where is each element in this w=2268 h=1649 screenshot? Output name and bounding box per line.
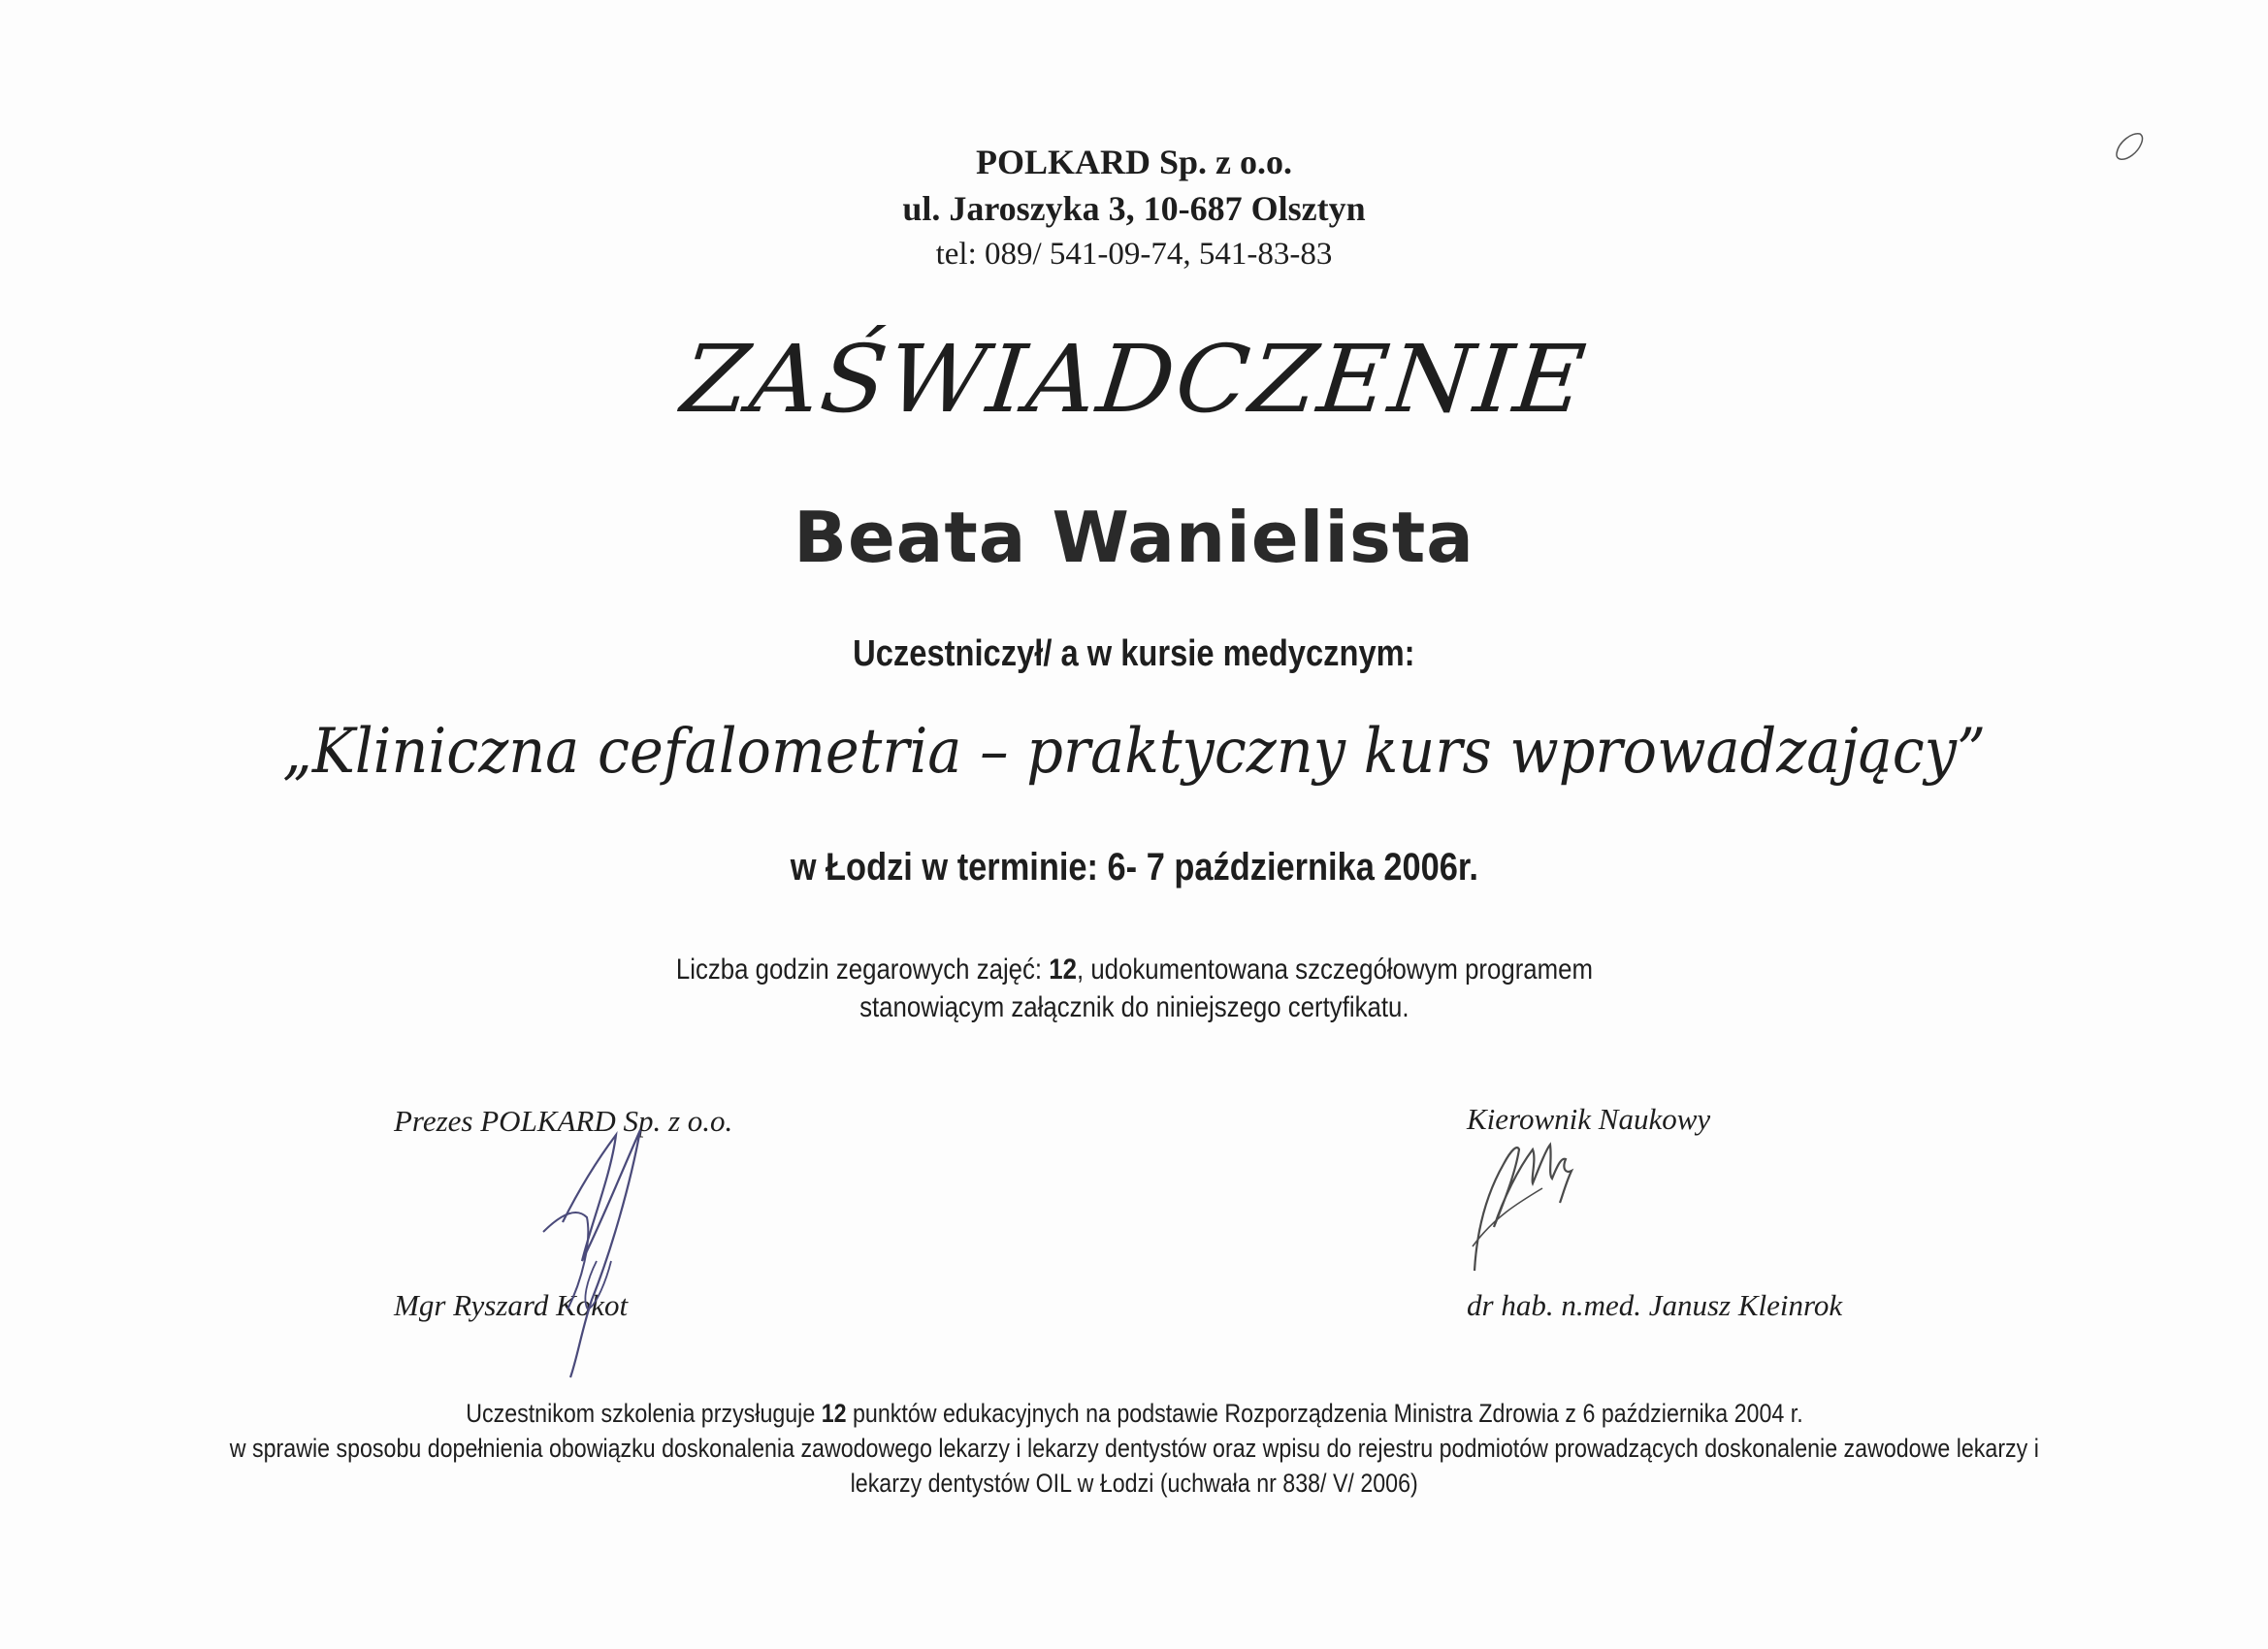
footer-line-2 — [0, 1434, 2268, 1464]
hours-value: 12 — [1048, 954, 1077, 986]
participation-line — [0, 632, 2268, 675]
footer-line-3-text: lekarzy dentystów OIL w Łodzi (uchwała nr 838/ V/ 2006) — [850, 1469, 1418, 1498]
footer-line-3 — [0, 1469, 2268, 1499]
hours-line-2-text: stanowiącym załącznik do niniejszego certyfikatu. — [859, 991, 1409, 1023]
hours-prefix: Liczba godzin zegarowych zajęć: — [675, 954, 1049, 986]
participant-name: Beata Wanielista — [794, 497, 1474, 578]
hours-suffix: , udokumentowana szczegółowym programem — [1076, 954, 1593, 986]
course-date — [0, 844, 2268, 889]
signature-right-icon — [1465, 1130, 1620, 1276]
course-title — [0, 716, 2268, 788]
signature-right-name: dr hab. n.med. Janusz Kleinrok — [1467, 1288, 1843, 1322]
hours-line-1-text — [675, 954, 1592, 986]
footer-line-1 — [0, 1399, 2268, 1429]
document-title — [0, 325, 2268, 434]
footer-prefix: Uczestnikom szkolenia przysługuje — [465, 1399, 822, 1428]
signature-left-icon — [524, 1116, 679, 1387]
scan-mark-icon — [2111, 128, 2150, 167]
footer-points: 12 — [821, 1399, 847, 1428]
footer-line-1-text — [466, 1399, 1802, 1429]
hours-line-2 — [0, 991, 2268, 1024]
participation-text: Uczestniczył/ a w kursie medycznym: — [853, 633, 1415, 674]
signature-left-role: Prezes POLKARD Sp. z o.o. — [394, 1104, 733, 1138]
course-date-text: w Łodzi w terminie: 6- 7 października 2006r. — [790, 846, 1478, 889]
company-address: ul. Jaroszyka 3, 10-687 Olsztyn — [902, 189, 1366, 228]
company-phone: tel: 089/ 541-09-74, 541-83-83 — [935, 237, 1333, 272]
course-title-text: „Kliniczna cefalometria – praktyczny kurs wprowadzający” — [282, 716, 1986, 788]
signature-right-role: Kierownik Naukowy — [1467, 1102, 1711, 1136]
signature-left-name: Mgr Ryszard Kokot — [394, 1288, 629, 1322]
company-name: POLKARD Sp. z o.o. — [975, 143, 1293, 181]
footer-suffix: punktów edukacyjnych na podstawie Rozporządzenia Ministra Zdrowia z 6 października 2004 r. — [846, 1399, 1803, 1428]
footer-line-2-text: w sprawie sposobu dopełnienia obowiązku doskonalenia zawodowego lekarzy i lekarzy dentystów oraz wpisu do rejestru podmiotów prowadzących doskonalenie zawodowe lekarzy i — [229, 1434, 2039, 1463]
hours-line-1 — [0, 954, 2268, 986]
document-title-text: ZAŚWIADCZENIE — [676, 325, 1592, 434]
